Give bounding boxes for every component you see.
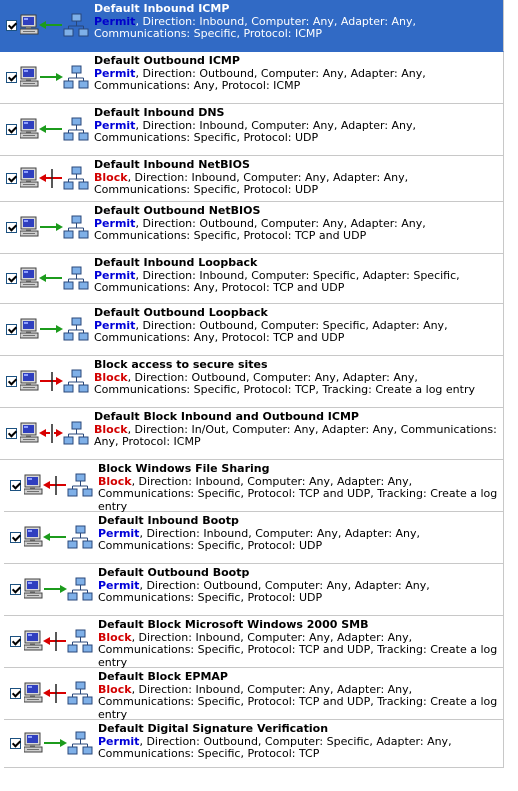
rule-enabled-checkbox[interactable] <box>10 532 21 543</box>
rule-title: Block Windows File Sharing <box>98 462 270 475</box>
direction-arrow-icon <box>39 429 63 437</box>
rule-action: Permit <box>94 318 136 332</box>
rule-details: , Direction: Inbound, Computer: Any, Adapter: Any, Communications: Specific, Protocol: UDP <box>94 170 409 196</box>
rule-action: Block <box>98 474 132 488</box>
rule-title: Default Inbound DNS <box>94 106 225 119</box>
rule-title: Default Outbound ICMP <box>94 54 240 67</box>
rule-row[interactable] <box>0 52 504 104</box>
direction-arrow-icon <box>44 585 67 593</box>
computer-icon <box>24 733 42 752</box>
rule-details: , Direction: Outbound, Computer: Specific, Adapter: Any, Communications: Specific, Protocol: TCP <box>98 734 452 760</box>
computer-icon <box>24 579 42 598</box>
rule-description <box>94 372 498 397</box>
direction-arrow-icon <box>43 533 66 541</box>
rule-action: Block <box>94 370 128 384</box>
rule-text <box>94 55 498 93</box>
rule-details: , Direction: Inbound, Computer: Any, Adapter: Any, Communications: Specific, Protocol: UDP <box>98 526 421 552</box>
rule-row[interactable] <box>0 202 504 254</box>
rule-enabled-checkbox[interactable] <box>6 376 17 387</box>
rule-description <box>94 68 498 93</box>
rule-direction-icon <box>24 627 96 661</box>
direction-arrow-icon <box>43 481 66 489</box>
rule-direction-icon <box>24 729 96 763</box>
network-icon <box>64 216 88 238</box>
rule-direction-icon <box>24 523 96 557</box>
computer-icon <box>20 15 38 34</box>
rule-text <box>98 463 498 513</box>
network-icon <box>64 14 88 36</box>
rule-description <box>98 736 498 761</box>
rule-enabled-checkbox[interactable] <box>6 72 17 83</box>
rule-direction-icon <box>20 11 92 45</box>
direction-arrow-icon <box>43 637 66 645</box>
network-icon <box>64 422 88 444</box>
rule-action: Permit <box>94 216 136 230</box>
network-icon <box>64 370 88 392</box>
rule-action: Block <box>94 170 128 184</box>
rule-row[interactable] <box>0 0 504 52</box>
rule-row[interactable] <box>0 356 504 408</box>
rule-description <box>94 270 498 295</box>
rule-details: , Direction: Outbound, Computer: Any, Adapter: Any, Communications: Specific, Protocol: UDP <box>98 578 430 604</box>
computer-icon <box>20 371 38 390</box>
rule-details: , Direction: Outbound, Computer: Any, Adapter: Any, Communications: Specific, Protocol: TCP, Tracking: Create a log entry <box>94 370 475 396</box>
direction-arrow-icon <box>40 223 63 231</box>
rule-details: , Direction: Inbound, Computer: Any, Adapter: Any, Communications: Specific, Protocol: TCP and UDP, Tracking: Create a log entry <box>98 474 498 513</box>
rule-action: Block <box>94 422 128 436</box>
rule-direction-icon <box>24 679 96 713</box>
rule-title: Block access to secure sites <box>94 358 268 371</box>
rule-details: , Direction: Outbound, Computer: Any, Adapter: Any, Communications: Any, Protocol: ICMP <box>94 66 426 92</box>
rule-enabled-checkbox[interactable] <box>6 428 17 439</box>
rule-direction-icon <box>20 115 92 149</box>
rule-direction-icon <box>20 213 92 247</box>
rule-row[interactable] <box>4 616 504 668</box>
rule-title: Default Outbound NetBIOS <box>94 204 261 217</box>
rule-description <box>94 16 498 41</box>
rule-direction-icon <box>20 63 92 97</box>
computer-icon <box>20 319 38 338</box>
rule-row[interactable] <box>0 156 504 202</box>
network-icon <box>68 474 92 496</box>
rule-direction-icon <box>20 315 92 349</box>
rule-details: , Direction: Inbound, Computer: Any, Adapter: Any, Communications: Specific, Protocol: UDP <box>94 118 417 144</box>
rule-row[interactable] <box>0 254 504 304</box>
rule-text <box>98 671 498 721</box>
rule-direction-icon <box>24 471 96 505</box>
rule-details: , Direction: Inbound, Computer: Any, Adapter: Any, Communications: Specific, Protocol: ICMP <box>94 14 417 40</box>
rule-text <box>94 107 498 145</box>
computer-icon <box>20 67 38 86</box>
rule-details: , Direction: Inbound, Computer: Any, Adapter: Any, Communications: Specific, Protocol: TCP and UDP, Tracking: Create a log entry <box>98 630 498 669</box>
rule-text <box>98 515 498 553</box>
rule-direction-icon <box>20 367 92 401</box>
rule-title: Default Block Inbound and Outbound ICMP <box>94 410 359 423</box>
direction-arrow-icon <box>40 73 63 81</box>
rule-enabled-checkbox[interactable] <box>10 688 21 699</box>
rule-description <box>98 632 498 670</box>
rule-enabled-checkbox[interactable] <box>6 273 17 284</box>
rule-direction-icon <box>24 575 96 609</box>
network-icon <box>68 682 92 704</box>
rule-enabled-checkbox[interactable] <box>10 738 21 749</box>
rule-description <box>94 320 498 345</box>
rule-enabled-checkbox[interactable] <box>10 584 21 595</box>
rule-details: , Direction: Inbound, Computer: Specific, Adapter: Specific, Communications: Any, Protocol: TCP and UDP <box>94 268 460 294</box>
rule-enabled-checkbox[interactable] <box>6 173 17 184</box>
rule-enabled-checkbox[interactable] <box>6 20 17 31</box>
rule-description <box>98 528 498 553</box>
rule-text <box>94 411 498 449</box>
rule-text <box>94 205 498 243</box>
computer-icon <box>24 527 42 546</box>
rule-row[interactable] <box>4 564 504 616</box>
rule-direction-icon <box>20 419 92 453</box>
rule-text <box>94 3 498 41</box>
rule-action: Permit <box>94 268 136 282</box>
rule-row[interactable] <box>0 304 504 356</box>
direction-arrow-icon <box>44 739 67 747</box>
rule-text <box>94 307 498 345</box>
rule-details: , Direction: In/Out, Computer: Any, Adapter: Any, Communications: Any, Protocol: ICMP <box>94 422 497 448</box>
network-icon <box>64 118 88 140</box>
rule-text <box>98 567 498 605</box>
rule-text <box>94 257 498 295</box>
computer-icon <box>20 268 38 287</box>
rule-details: , Direction: Inbound, Computer: Any, Adapter: Any, Communications: Specific, Protocol: TCP and UDP, Tracking: Create a log entry <box>98 682 498 721</box>
rule-row[interactable] <box>0 408 504 460</box>
rule-description <box>98 476 498 514</box>
rule-action: Block <box>98 682 132 696</box>
rule-details: , Direction: Outbound, Computer: Any, Adapter: Any, Communications: Specific, Protocol: TCP and UDP <box>94 216 426 242</box>
rule-row[interactable] <box>4 512 504 564</box>
rule-action: Block <box>98 630 132 644</box>
rule-details: , Direction: Outbound, Computer: Specific, Adapter: Any, Communications: Any, Protocol: TCP and UDP <box>94 318 448 344</box>
network-icon <box>68 578 92 600</box>
rule-description <box>98 580 498 605</box>
rule-description <box>94 120 498 145</box>
computer-icon <box>24 475 42 494</box>
rule-title: Default Outbound Bootp <box>98 566 250 579</box>
direction-arrow-icon <box>39 174 62 182</box>
rule-enabled-checkbox[interactable] <box>10 480 21 491</box>
rule-action: Permit <box>94 118 136 132</box>
rule-action: Permit <box>94 66 136 80</box>
rule-action: Permit <box>98 578 140 592</box>
rule-direction-icon <box>20 264 92 298</box>
rule-description <box>94 424 498 449</box>
rule-enabled-checkbox[interactable] <box>6 124 17 135</box>
rule-action: Permit <box>98 734 140 748</box>
rule-title: Default Inbound Loopback <box>94 256 258 269</box>
direction-arrow-icon <box>40 325 63 333</box>
rule-row[interactable] <box>0 104 504 156</box>
rule-description <box>98 684 498 722</box>
network-icon <box>68 526 92 548</box>
rule-action: Permit <box>98 526 140 540</box>
network-icon <box>64 267 88 289</box>
rule-title: Default Inbound NetBIOS <box>94 158 250 171</box>
rule-text <box>98 723 498 761</box>
direction-arrow-icon <box>39 274 62 282</box>
computer-icon <box>20 217 38 236</box>
rule-enabled-checkbox[interactable] <box>6 222 17 233</box>
rule-description <box>94 218 498 243</box>
rule-enabled-checkbox[interactable] <box>6 324 17 335</box>
computer-icon <box>24 683 42 702</box>
computer-icon <box>20 423 38 442</box>
rule-description <box>94 172 498 197</box>
rule-row[interactable] <box>4 460 504 512</box>
rule-text <box>98 619 498 669</box>
rule-row[interactable] <box>4 720 504 768</box>
network-icon <box>64 318 88 340</box>
rule-action: Permit <box>94 14 136 28</box>
rule-title: Default Digital Signature Verification <box>98 722 329 735</box>
rule-row[interactable] <box>4 668 504 720</box>
rule-direction-icon <box>20 164 92 198</box>
rule-title: Default Inbound ICMP <box>94 2 230 15</box>
direction-arrow-icon <box>43 689 66 697</box>
rule-text <box>94 359 498 397</box>
computer-icon <box>24 631 42 650</box>
network-icon <box>68 732 92 754</box>
network-icon <box>68 630 92 652</box>
rule-text <box>94 159 498 197</box>
computer-icon <box>20 119 38 138</box>
rule-title: Default Block Microsoft Windows 2000 SMB <box>98 618 369 631</box>
computer-icon <box>20 168 38 187</box>
rule-title: Default Inbound Bootp <box>98 514 239 527</box>
rule-title: Default Block EPMAP <box>98 670 228 683</box>
network-icon <box>64 167 88 189</box>
network-icon <box>64 66 88 88</box>
direction-arrow-icon <box>39 21 62 29</box>
direction-arrow-icon <box>39 125 62 133</box>
rule-title: Default Outbound Loopback <box>94 306 268 319</box>
rule-enabled-checkbox[interactable] <box>10 636 21 647</box>
